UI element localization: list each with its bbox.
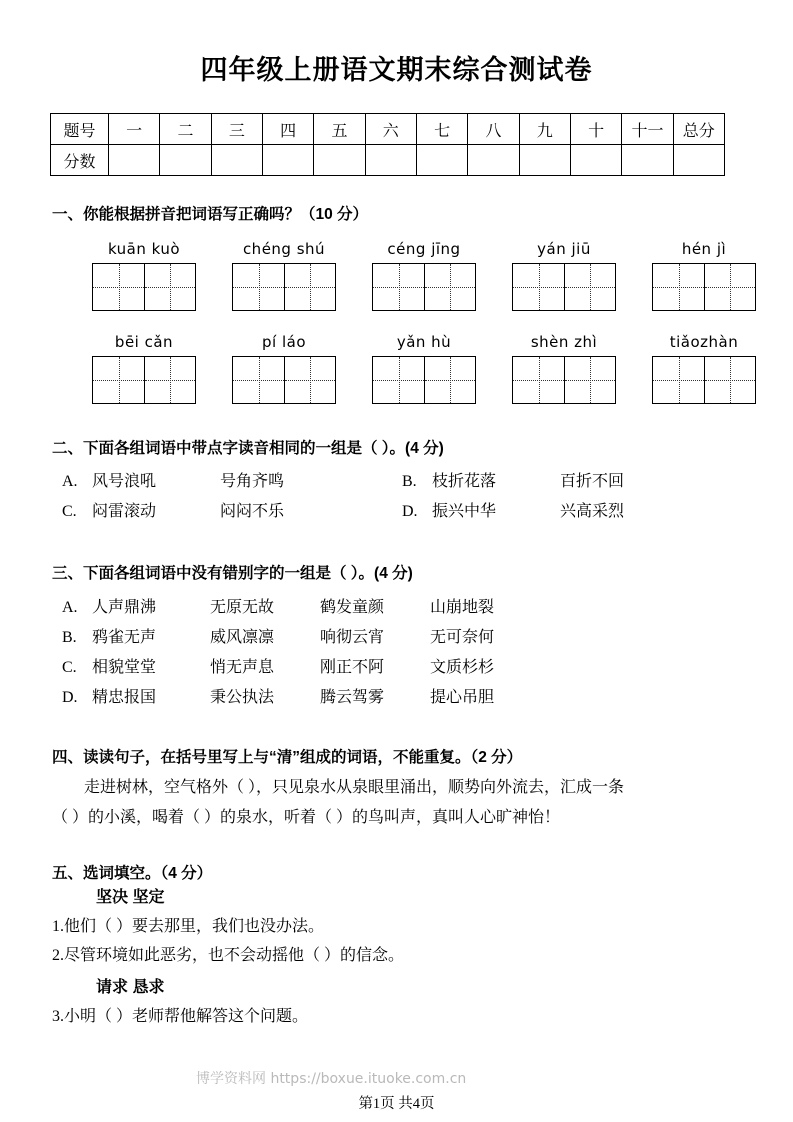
tianzige-box[interactable] xyxy=(232,263,336,311)
score-table-container xyxy=(50,113,743,176)
pinyin-text: shèn zhì xyxy=(530,332,598,351)
tianzige-cell[interactable] xyxy=(284,357,335,403)
row-label-question-number: 题号 xyxy=(51,114,109,145)
question-3-options xyxy=(62,593,793,713)
option-row-a xyxy=(62,593,793,623)
option-c-item-2[interactable]: 悄无声息 xyxy=(210,659,275,677)
option-b-item-3[interactable]: 响彻云宵 xyxy=(320,629,385,647)
option-a-item-1[interactable]: 风号浪吼 xyxy=(92,473,157,491)
tianzige-box[interactable] xyxy=(512,356,616,404)
option-row-c xyxy=(62,653,793,683)
pinyin-text: kuān kuò xyxy=(107,239,181,258)
pinyin-group-4 xyxy=(512,240,616,311)
table-cell-col-1: 一 xyxy=(109,114,160,145)
table-cell-col-3: 三 xyxy=(211,114,262,145)
section-heading-1: 一、你能根据拼音把词语写正确吗？（10 分） xyxy=(52,206,369,223)
tianzige-cell[interactable] xyxy=(93,264,144,310)
question-4-line-1[interactable]: 走进树林，空气格外（ ），只见泉水从泉眼里涌出，顺势向外流去，汇成一条 xyxy=(84,778,625,796)
pinyin-text: pí láo xyxy=(262,332,306,351)
pinyin-text: céng jīng xyxy=(387,239,461,258)
tianzige-cell[interactable] xyxy=(284,264,335,310)
option-b-item-2[interactable]: 威风凛凛 xyxy=(210,629,275,647)
option-d-item-1[interactable]: 精忠报国 xyxy=(92,689,157,707)
word-bank-1: 坚决 坚定 xyxy=(96,889,165,907)
word-bank-2: 请求 恳求 xyxy=(96,979,165,997)
tianzige-cell[interactable] xyxy=(424,264,475,310)
section-heading-4: 四、读读句子，在括号里写上与“清”组成的词语，不能重复。（2 分） xyxy=(52,749,523,767)
option-d-item-3[interactable]: 腾云驾雾 xyxy=(320,689,385,707)
option-c-item-1[interactable]: 闷雷滚动 xyxy=(92,503,157,521)
tianzige-cell[interactable] xyxy=(513,264,564,310)
option-a-item-4[interactable]: 山崩地裂 xyxy=(430,599,495,617)
option-b-item-1[interactable]: 枝折花落 xyxy=(432,473,497,491)
section-heading-3: 三、下面各组词语中没有错别字的一组是（ ）。(4 分) xyxy=(52,565,413,583)
option-b-item-2[interactable]: 百折不回 xyxy=(560,473,625,491)
tianzige-cell[interactable] xyxy=(704,264,755,310)
score-cell-7[interactable] xyxy=(416,145,467,176)
tianzige-cell[interactable] xyxy=(233,357,284,403)
tianzige-box[interactable] xyxy=(652,356,756,404)
option-b-item-1[interactable]: 鸦雀无声 xyxy=(92,629,157,647)
table-cell-col-11: 十一 xyxy=(622,114,673,145)
pinyin-text: yǎn hù xyxy=(396,332,452,351)
option-label-d: D. xyxy=(62,689,78,707)
option-row-cd xyxy=(62,497,793,527)
option-label-c: C. xyxy=(62,503,77,521)
tianzige-box[interactable] xyxy=(512,263,616,311)
pinyin-text: chéng shú xyxy=(242,239,326,258)
tianzige-box[interactable] xyxy=(92,263,196,311)
option-c-item-4[interactable]: 文质杉杉 xyxy=(430,659,495,677)
question-2-options xyxy=(62,467,793,527)
score-cell-1[interactable] xyxy=(109,145,160,176)
pinyin-text: yán jiū xyxy=(537,239,591,258)
pinyin-group-2 xyxy=(232,240,336,311)
score-cell-8[interactable] xyxy=(468,145,519,176)
pinyin-row-2 xyxy=(92,333,793,404)
table-cell-col-6: 六 xyxy=(365,114,416,145)
pinyin-group-8 xyxy=(372,333,476,404)
pinyin-writing-block xyxy=(0,240,793,404)
tianzige-box[interactable] xyxy=(652,263,756,311)
option-a-item-1[interactable]: 人声鼎沸 xyxy=(92,599,157,617)
option-a-item-2[interactable]: 号角齐鸣 xyxy=(220,473,285,491)
option-c-item-3[interactable]: 刚正不阿 xyxy=(320,659,385,677)
tianzige-cell[interactable] xyxy=(564,264,615,310)
score-cell-9[interactable] xyxy=(519,145,570,176)
option-label-b: B. xyxy=(402,473,417,491)
option-d-item-2[interactable]: 秉公执法 xyxy=(210,689,275,707)
pinyin-text: bēi cǎn xyxy=(114,332,174,351)
score-cell-5[interactable] xyxy=(314,145,365,176)
tianzige-cell[interactable] xyxy=(144,264,195,310)
pinyin-group-10 xyxy=(652,333,756,404)
table-cell-col-5: 五 xyxy=(314,114,365,145)
table-cell-col-8: 八 xyxy=(468,114,519,145)
option-row-ab xyxy=(62,467,793,497)
score-cell-6[interactable] xyxy=(365,145,416,176)
pinyin-group-9 xyxy=(512,333,616,404)
score-cell-3[interactable] xyxy=(211,145,262,176)
tianzige-box[interactable] xyxy=(372,356,476,404)
page-title: 四年级上册语文期末综合测试卷 xyxy=(200,55,593,85)
option-d-item-4[interactable]: 提心吊胆 xyxy=(430,689,495,707)
tianzige-cell[interactable] xyxy=(424,357,475,403)
tianzige-cell[interactable] xyxy=(233,264,284,310)
tianzige-cell[interactable] xyxy=(373,357,424,403)
option-c-item-2[interactable]: 闷闷不乐 xyxy=(220,503,285,521)
pinyin-group-5 xyxy=(652,240,756,311)
pinyin-group-7 xyxy=(232,333,336,404)
option-label-a: A. xyxy=(62,473,78,491)
option-row-d xyxy=(62,683,793,713)
tianzige-cell[interactable] xyxy=(653,264,704,310)
section-heading-5: 五、选词填空。（4 分） xyxy=(52,864,213,882)
table-cell-col-2: 二 xyxy=(160,114,211,145)
table-cell-col-4: 四 xyxy=(262,114,313,145)
option-label-b: B. xyxy=(62,629,77,647)
option-label-d: D. xyxy=(402,503,418,521)
score-table xyxy=(50,113,725,176)
question-5-sentence-2[interactable]: 2.尽管环境如此恶劣，也不会动摇他（ ）的信念。 xyxy=(52,947,405,965)
tianzige-cell[interactable] xyxy=(93,357,144,403)
question-5-sentence-1[interactable]: 1.他们（ ）要去那里，我们也没办法。 xyxy=(52,918,325,936)
score-cell-10[interactable] xyxy=(570,145,621,176)
tianzige-cell[interactable] xyxy=(564,357,615,403)
page-footer: 第1页 共4页 xyxy=(358,1096,435,1112)
row-label-score: 分数 xyxy=(51,145,109,176)
watermark: 博学资料网 https://boxue.ituoke.com.cn xyxy=(196,1071,467,1087)
table-cell-col-9: 九 xyxy=(519,114,570,145)
tianzige-cell[interactable] xyxy=(373,264,424,310)
pinyin-group-3 xyxy=(372,240,476,311)
score-cell-4[interactable] xyxy=(262,145,313,176)
tianzige-box[interactable] xyxy=(92,356,196,404)
table-cell-col-total: 总分 xyxy=(673,114,724,145)
pinyin-group-1 xyxy=(92,240,196,311)
option-label-c: C. xyxy=(62,659,77,677)
pinyin-row-1 xyxy=(92,240,793,311)
score-cell-11[interactable] xyxy=(622,145,673,176)
tianzige-cell[interactable] xyxy=(144,357,195,403)
table-row-scores xyxy=(51,145,725,176)
question-4-line-2[interactable]: （ ）的小溪，喝着（ ）的泉水，听着（ ）的鸟叫声，真叫人心旷神怡！ xyxy=(52,808,561,826)
pinyin-text: tiǎozhàn xyxy=(669,332,739,351)
tianzige-cell[interactable] xyxy=(704,357,755,403)
option-a-item-2[interactable]: 无原无故 xyxy=(210,599,275,617)
table-cell-col-7: 七 xyxy=(416,114,467,145)
tianzige-cell[interactable] xyxy=(653,357,704,403)
question-5-sentence-3[interactable]: 3.小明（ ）老师帮他解答这个问题。 xyxy=(52,1008,309,1026)
option-d-item-2[interactable]: 兴高采烈 xyxy=(560,503,625,521)
table-cell-col-10: 十 xyxy=(570,114,621,145)
option-label-a: A. xyxy=(62,599,78,617)
option-a-item-3[interactable]: 鹤发童颜 xyxy=(320,599,385,617)
option-d-item-1[interactable]: 振兴中华 xyxy=(432,503,497,521)
tianzige-box[interactable] xyxy=(372,263,476,311)
section-heading-2: 二、下面各组词语中带点字读音相同的一组是（ ）。(4 分) xyxy=(52,439,444,457)
table-row-question-numbers xyxy=(51,114,725,145)
score-cell-2[interactable] xyxy=(160,145,211,176)
pinyin-group-6 xyxy=(92,333,196,404)
option-c-item-1[interactable]: 相貌堂堂 xyxy=(92,659,157,677)
tianzige-box[interactable] xyxy=(232,356,336,404)
option-row-b xyxy=(62,623,793,653)
score-cell-total[interactable] xyxy=(673,145,724,176)
tianzige-cell[interactable] xyxy=(513,357,564,403)
pinyin-text: hén jì xyxy=(681,239,727,258)
option-b-item-4[interactable]: 无可奈何 xyxy=(430,629,495,647)
